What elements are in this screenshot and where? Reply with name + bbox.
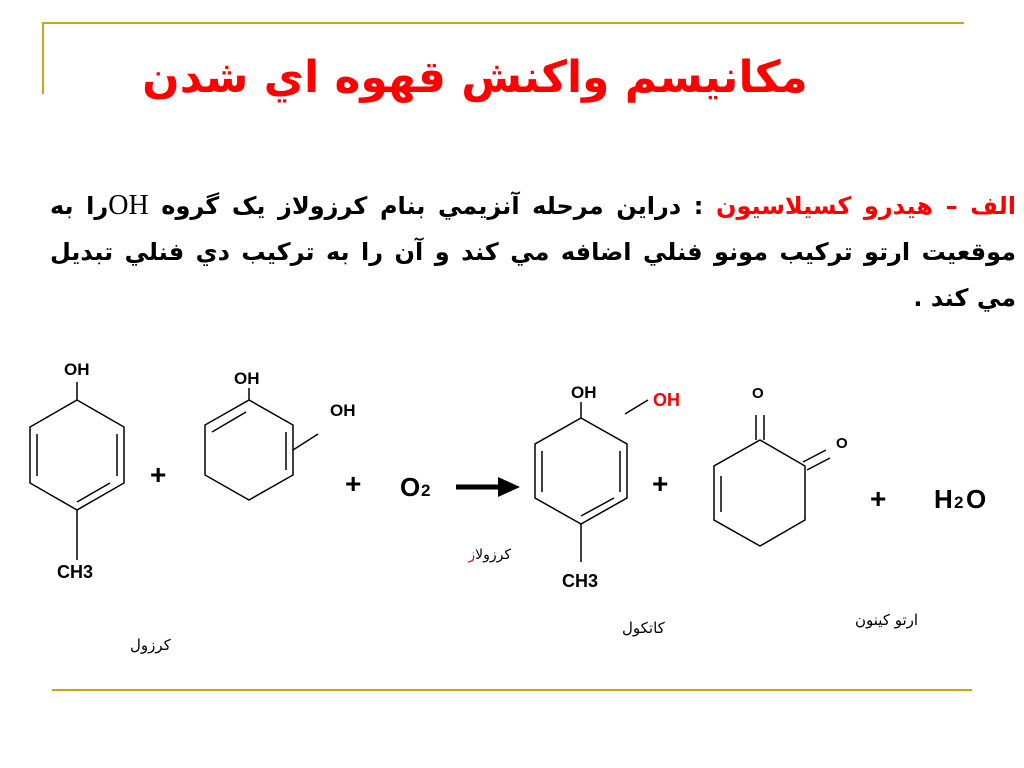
cresol-caption: كرزول [130, 636, 171, 654]
paragraph-text-1: : دراين مرحله آنزيمي بنام كرزولاز یک گروه [161, 192, 716, 220]
quinone-o-top-label: O [752, 385, 764, 402]
cresol-ch3-label: CH3 [57, 562, 94, 582]
catechol-caption: كاتكول [622, 619, 665, 637]
quinone-o-side-label: O [836, 435, 848, 452]
plus-sign-2: + [345, 468, 362, 499]
catechol-oh-label: OH [571, 383, 597, 402]
oxygen-o-label: O [400, 472, 421, 502]
water-o-label: O [966, 484, 987, 514]
second-oh-top-label: OH [234, 369, 260, 388]
paragraph-text-2: را به موقعيت ارتو تركيب مونو فنلي اضافه مي كند و آن را به تركيب دي فنلي تبديل مي كند . [50, 192, 1016, 312]
reaction-arrow [456, 477, 520, 497]
orthoquinone-caption: ارتو كينون [855, 611, 919, 629]
cresol-oh-label: OH [64, 360, 90, 379]
plus-sign-1: + [150, 459, 167, 490]
water-subscript: 2 [954, 493, 964, 512]
paragraph-heading: الف – هيدرو كسيلاسيون [715, 192, 1016, 220]
oxygen-subscript: 2 [421, 481, 431, 500]
enzyme-label-red: ز [468, 547, 476, 563]
water-h-label: H [934, 484, 953, 514]
catechol-added-oh-label: OH [653, 390, 680, 410]
cresol-ring [30, 382, 124, 560]
orthoquinone-ring [714, 415, 830, 546]
second-oh-side-label: OH [330, 401, 356, 420]
plus-sign-4: + [870, 483, 887, 514]
paragraph-oh: OH [108, 190, 149, 221]
second-ring [205, 388, 318, 500]
slide-title: مكانيسم واكنش قهوه اي شدن [142, 52, 808, 103]
enzyme-label [467, 547, 511, 563]
catechol-ch3-label: CH3 [562, 571, 599, 591]
plus-sign-3: + [652, 468, 669, 499]
catechol-ring [535, 400, 648, 562]
enzyme-label-main: كرزولا [475, 547, 511, 563]
